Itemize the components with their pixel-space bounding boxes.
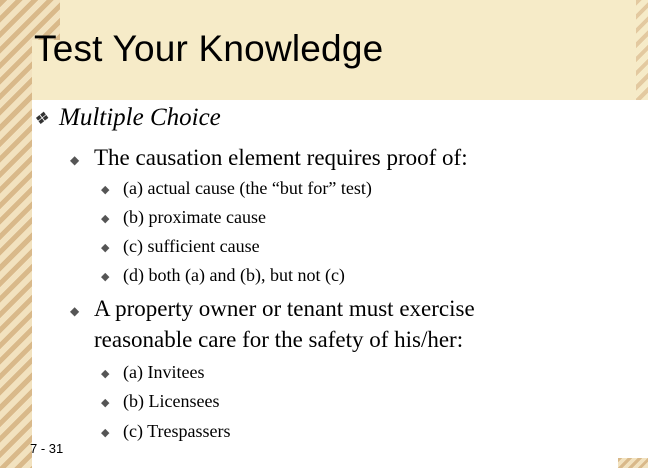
option-text: (b) proximate cause <box>123 207 266 227</box>
diamond-bullet-icon: ◆ <box>70 304 80 318</box>
diamond-bullet-icon: ◆ <box>101 397 110 409</box>
diamond-bullet-icon: ◆ <box>101 271 110 283</box>
option-text: (c) Trespassers <box>123 421 231 441</box>
decorative-corner <box>618 458 648 468</box>
option-text: (b) Licensees <box>123 391 220 411</box>
question-2-line-1: A property owner or tenant must exercise <box>94 296 475 321</box>
question-2-line-2: reasonable care for the safety of his/her: <box>94 327 464 352</box>
option-text: (c) sufficient cause <box>123 236 260 256</box>
diamond-bullet-icon: ◆ <box>101 213 110 225</box>
diamond-bullet-icon: ◆ <box>101 368 110 380</box>
slide-title: Test Your Knowledge <box>34 28 384 69</box>
slide-number: 7 - 31 <box>30 441 64 456</box>
diamond-bullet-icon: ❖ <box>33 109 49 128</box>
decorative-edge <box>636 0 648 100</box>
diamond-bullet-icon: ◆ <box>101 427 110 439</box>
diamond-bullet-icon: ◆ <box>70 153 80 167</box>
option-text: (a) Invitees <box>123 362 205 382</box>
option-text: (a) actual cause (the “but for” test) <box>123 178 372 198</box>
decorative-stripes <box>0 0 32 468</box>
section-label: Multiple Choice <box>59 104 221 131</box>
question-1-text: The causation element requires proof of: <box>94 145 468 170</box>
option-text: (d) both (a) and (b), but not (c) <box>123 265 345 285</box>
diamond-bullet-icon: ◆ <box>101 242 110 254</box>
diamond-bullet-icon: ◆ <box>101 184 110 196</box>
